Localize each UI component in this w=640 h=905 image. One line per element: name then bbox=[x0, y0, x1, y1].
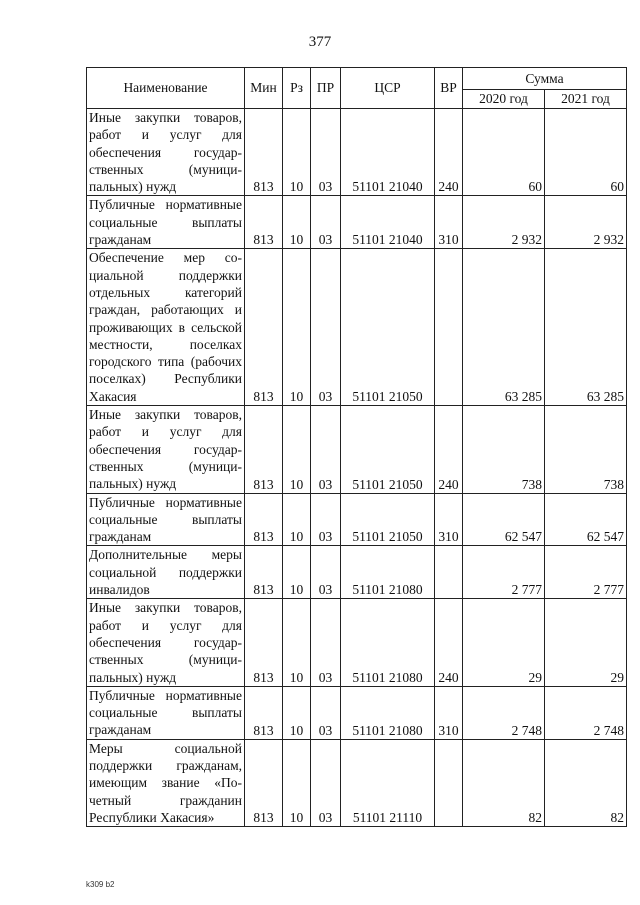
cell-rz: 10 bbox=[283, 249, 311, 406]
table-row bbox=[87, 493, 627, 546]
cell-pr: 03 bbox=[311, 739, 341, 826]
header-csr: ЦСР bbox=[341, 68, 435, 109]
cell-name: Меры социальной поддержки гражданам, имеющим звание «Почетный гражданин Республики Хакасия» bbox=[87, 739, 245, 826]
cell-y2020: 2 748 bbox=[463, 686, 545, 739]
cell-y2020: 62 547 bbox=[463, 493, 545, 546]
cell-pr: 03 bbox=[311, 196, 341, 249]
cell-min: 813 bbox=[245, 109, 283, 196]
cell-vr: 310 bbox=[435, 196, 463, 249]
cell-rz: 10 bbox=[283, 196, 311, 249]
cell-pr: 03 bbox=[311, 546, 341, 599]
cell-vr: 310 bbox=[435, 493, 463, 546]
cell-y2021: 2 748 bbox=[545, 686, 627, 739]
table-row bbox=[87, 599, 627, 686]
cell-y2020: 63 285 bbox=[463, 249, 545, 406]
cell-vr bbox=[435, 546, 463, 599]
table-row bbox=[87, 686, 627, 739]
cell-pr: 03 bbox=[311, 249, 341, 406]
cell-pr: 03 bbox=[311, 406, 341, 493]
cell-min: 813 bbox=[245, 546, 283, 599]
cell-vr: 240 bbox=[435, 406, 463, 493]
cell-min: 813 bbox=[245, 493, 283, 546]
cell-name: Публичные нормативные социальные выплаты гражданам bbox=[87, 686, 245, 739]
header-sum: Сумма bbox=[463, 68, 627, 90]
header-pr: ПР bbox=[311, 68, 341, 109]
cell-y2021: 63 285 bbox=[545, 249, 627, 406]
cell-csr: 51101 21080 bbox=[341, 599, 435, 686]
cell-name: Публичные нормативные социальные выплаты гражданам bbox=[87, 493, 245, 546]
cell-min: 813 bbox=[245, 599, 283, 686]
cell-csr: 51101 21080 bbox=[341, 686, 435, 739]
header-min: Мин bbox=[245, 68, 283, 109]
cell-csr: 51101 21050 bbox=[341, 493, 435, 546]
cell-y2021: 29 bbox=[545, 599, 627, 686]
cell-pr: 03 bbox=[311, 493, 341, 546]
cell-csr: 51101 21050 bbox=[341, 249, 435, 406]
cell-csr: 51101 21050 bbox=[341, 406, 435, 493]
cell-name: Дополнительные меры социальной поддержки инвалидов bbox=[87, 546, 245, 599]
cell-csr: 51101 21080 bbox=[341, 546, 435, 599]
cell-y2021: 2 932 bbox=[545, 196, 627, 249]
cell-name: Обеспечение мер социальной поддержки отдельных категорий граждан, работающих и проживающих в сельской местности, поселках городского типа (рабочих поселках) Республики Хакасия bbox=[87, 249, 245, 406]
table-row bbox=[87, 406, 627, 493]
cell-y2020: 82 bbox=[463, 739, 545, 826]
header-2020: 2020 год bbox=[463, 90, 545, 109]
cell-y2021: 82 bbox=[545, 739, 627, 826]
cell-pr: 03 bbox=[311, 109, 341, 196]
cell-vr: 240 bbox=[435, 599, 463, 686]
cell-y2021: 738 bbox=[545, 406, 627, 493]
cell-y2020: 2 932 bbox=[463, 196, 545, 249]
cell-rz: 10 bbox=[283, 109, 311, 196]
cell-min: 813 bbox=[245, 406, 283, 493]
cell-y2021: 2 777 bbox=[545, 546, 627, 599]
cell-rz: 10 bbox=[283, 546, 311, 599]
header-2021: 2021 год bbox=[545, 90, 627, 109]
cell-vr: 240 bbox=[435, 109, 463, 196]
cell-y2020: 60 bbox=[463, 109, 545, 196]
cell-pr: 03 bbox=[311, 686, 341, 739]
budget-table bbox=[86, 67, 627, 827]
cell-csr: 51101 21040 bbox=[341, 196, 435, 249]
cell-y2020: 29 bbox=[463, 599, 545, 686]
cell-rz: 10 bbox=[283, 686, 311, 739]
cell-vr bbox=[435, 739, 463, 826]
table-row bbox=[87, 109, 627, 196]
cell-rz: 10 bbox=[283, 599, 311, 686]
cell-y2021: 60 bbox=[545, 109, 627, 196]
cell-name: Иные закупки товаров, работ и услуг для обеспечения государственных (муниципальных) нужд bbox=[87, 406, 245, 493]
cell-name: Иные закупки товаров, работ и услуг для обеспечения государственных (муниципальных) нужд bbox=[87, 109, 245, 196]
cell-vr bbox=[435, 249, 463, 406]
cell-min: 813 bbox=[245, 739, 283, 826]
cell-min: 813 bbox=[245, 196, 283, 249]
table-row bbox=[87, 249, 627, 406]
cell-csr: 51101 21110 bbox=[341, 739, 435, 826]
cell-y2020: 2 777 bbox=[463, 546, 545, 599]
cell-csr: 51101 21040 bbox=[341, 109, 435, 196]
table-row bbox=[87, 739, 627, 826]
cell-name: Иные закупки товаров, работ и услуг для обеспечения государственных (муниципальных) нужд bbox=[87, 599, 245, 686]
page-number: 377 bbox=[308, 34, 332, 50]
cell-vr: 310 bbox=[435, 686, 463, 739]
header-rz: Рз bbox=[283, 68, 311, 109]
table-row bbox=[87, 196, 627, 249]
footer-code: k309 b2 bbox=[86, 880, 115, 889]
cell-pr: 03 bbox=[311, 599, 341, 686]
header-name: Наименование bbox=[87, 68, 245, 109]
header-vr: ВР bbox=[435, 68, 463, 109]
cell-rz: 10 bbox=[283, 739, 311, 826]
cell-y2020: 738 bbox=[463, 406, 545, 493]
cell-min: 813 bbox=[245, 686, 283, 739]
cell-rz: 10 bbox=[283, 406, 311, 493]
cell-y2021: 62 547 bbox=[545, 493, 627, 546]
cell-name: Публичные нормативные социальные выплаты гражданам bbox=[87, 196, 245, 249]
cell-rz: 10 bbox=[283, 493, 311, 546]
table-row bbox=[87, 546, 627, 599]
table-body bbox=[87, 109, 627, 827]
cell-min: 813 bbox=[245, 249, 283, 406]
